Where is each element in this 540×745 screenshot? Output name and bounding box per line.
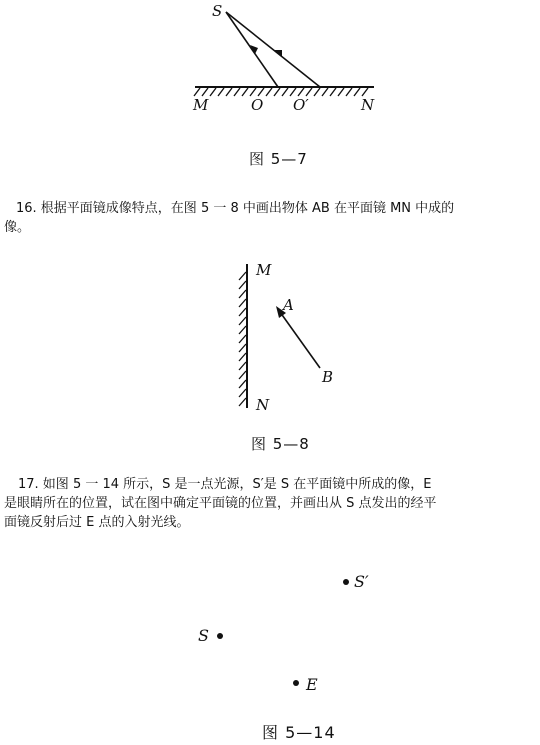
point-s-prime bbox=[343, 579, 349, 585]
question-16-line-2: 像。 bbox=[4, 220, 31, 235]
question-17-line-1: 17. 如图 5 一 14 所示，S 是一点光源，S′是 S 在平面镜中所成的像，E bbox=[18, 477, 432, 492]
label-m-5-8: M bbox=[256, 261, 272, 279]
figure-5-8-caption: 图 5—8 bbox=[251, 435, 310, 453]
label-m: M bbox=[193, 96, 209, 114]
point-e bbox=[293, 680, 299, 686]
label-a: A bbox=[283, 296, 294, 314]
label-n: N bbox=[361, 96, 375, 114]
label-s: S bbox=[212, 2, 223, 20]
label-b: B bbox=[322, 368, 334, 386]
label-e: E bbox=[306, 675, 318, 694]
label-s-5-14: S bbox=[198, 626, 209, 645]
question-16-line-1: 16. 根据平面镜成像特点，在图 5 一 8 中画出物体 AB 在平面镜 MN 中成的 bbox=[16, 201, 455, 216]
figure-5-7-caption: 图 5—7 bbox=[249, 150, 308, 168]
label-o: O bbox=[251, 96, 264, 114]
point-s bbox=[217, 633, 223, 639]
label-s-prime: S′ bbox=[354, 572, 369, 591]
label-o-prime: O′ bbox=[293, 96, 309, 114]
label-n-5-8: N bbox=[256, 396, 270, 414]
figure-5-14-caption: 图 5—14 bbox=[262, 723, 336, 742]
question-17-line-3: 面镜反射后过 E 点的入射光线。 bbox=[4, 515, 190, 530]
question-17-line-2: 是眼睛所在的位置，试在图中确定平面镜的位置，并画出从 S 点发出的经平 bbox=[4, 496, 437, 511]
